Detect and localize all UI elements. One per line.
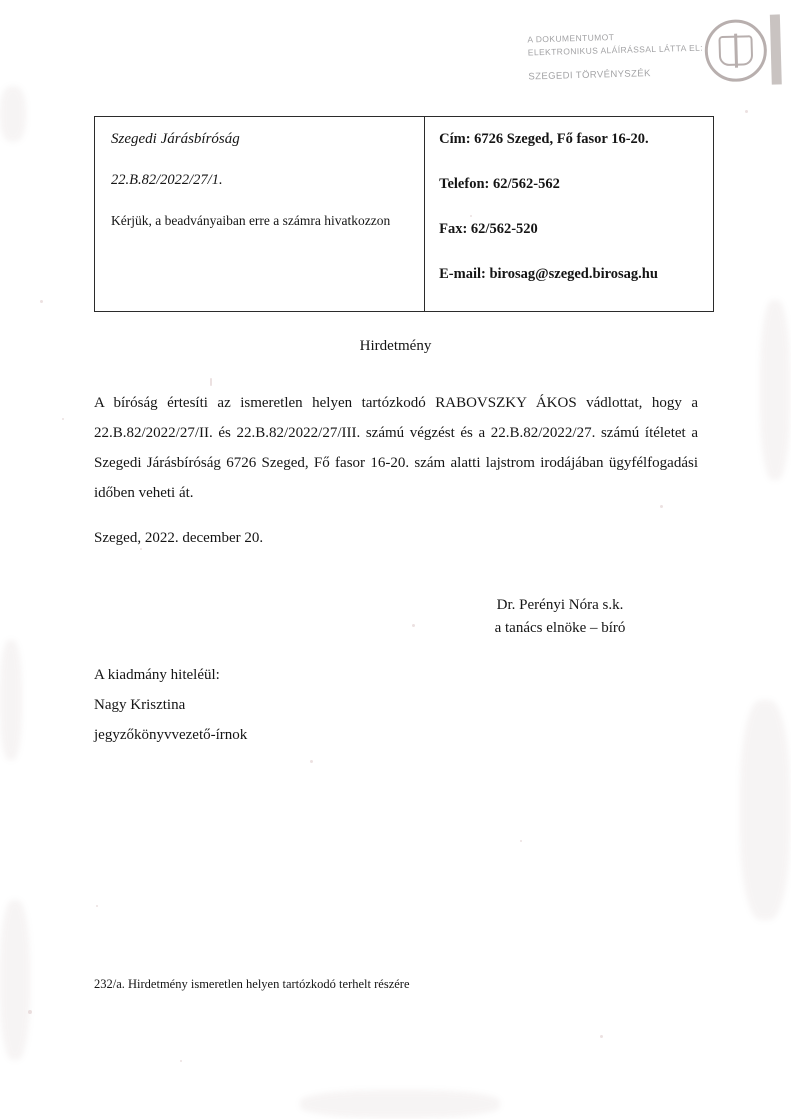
table-row bbox=[95, 117, 714, 312]
certification-label: A kiadmány hiteléül: bbox=[94, 667, 220, 683]
signature-block bbox=[420, 594, 700, 639]
signatory-title: a tanács elnöke – bíró bbox=[494, 619, 626, 636]
footer-note: 232/a. Hirdetmény ismeretlen helyen tartózkodó terhelt részére bbox=[94, 977, 410, 991]
case-number: 22.B.82/2022/27/1. bbox=[111, 172, 223, 188]
address-line: Cím: 6726 Szeged, Fő fasor 16-20. bbox=[439, 131, 649, 147]
page-title: Hirdetmény bbox=[359, 338, 432, 354]
signatory-name: Dr. Perényi Nóra s.k. bbox=[496, 597, 624, 613]
electronic-signature-stamp bbox=[519, 4, 787, 111]
court-contact-cell bbox=[425, 117, 714, 312]
clerk-name: Nagy Krisztina bbox=[94, 697, 186, 713]
reference-note: Kérjük, a beadványaiban erre a számra hivatkozzon bbox=[111, 213, 391, 228]
court-seal-icon bbox=[704, 19, 768, 83]
court-name: Szegedi Járásbíróság bbox=[111, 131, 240, 147]
place-and-date: Szeged, 2022. december 20. bbox=[94, 530, 264, 546]
clerk-title: jegyzőkönyvvezető-írnok bbox=[94, 727, 248, 743]
court-identity-cell bbox=[95, 117, 425, 312]
letterhead-table bbox=[94, 116, 714, 312]
stamp-line-3: SZEGEDI TÖRVÉNYSZÉK bbox=[528, 68, 651, 83]
stamp-text bbox=[527, 28, 718, 85]
body-paragraph: A bíróság értesíti az ismeretlen helyen tartózkodó RABOVSZKY ÁKOS vádlottat, hogy a 22.B.82/2022/27/II. és 22.B.82/2022/27/III. számú végzést és a 22.B.82/2022/27. számú ítéletet a Szegedi Járásbíróság 6726 Szeged, Fő fasor 16-20. szám alatti lajstrom irodájában ügyfélfogadási időben veheti át. bbox=[94, 395, 698, 501]
email-line: E-mail: birosag@szeged.birosag.hu bbox=[439, 266, 658, 282]
stamp-line-1: A DOKUMENTUMOT bbox=[527, 32, 615, 45]
phone-line: Telefon: 62/562-562 bbox=[439, 176, 560, 192]
stamp-line-2: ELEKTRONIKUS ALÁÍRÁSSAL LÁTTA EL: bbox=[527, 42, 704, 58]
stamp-edge-bar bbox=[770, 14, 782, 84]
fax-line: Fax: 62/562-520 bbox=[439, 221, 538, 237]
certification-block bbox=[94, 660, 247, 750]
